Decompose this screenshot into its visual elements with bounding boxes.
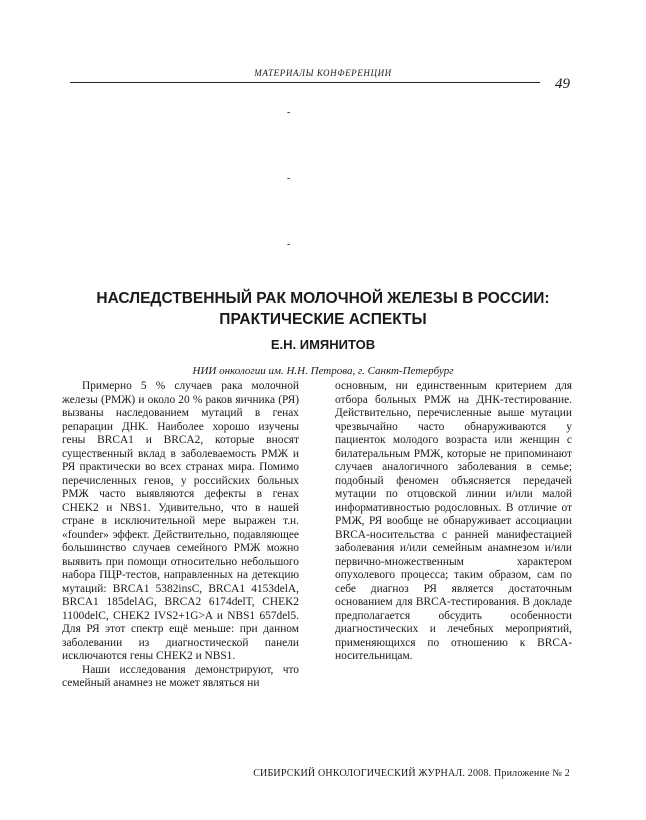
author: Е.Н. ИМЯНИТОВ [270, 337, 376, 352]
page-number: 49 [555, 76, 570, 92]
paragraph: Наши исследования демонстрируют, что семейный анамнез не может являться ни [62, 663, 299, 689]
title-line-2: ПРАКТИЧЕСКИЕ АСПЕКТЫ [219, 311, 427, 328]
dash-mark-3: - [287, 239, 291, 250]
title-line-1: НАСЛЕДСТВЕННЫЙ РАК МОЛОЧНОЙ ЖЕЛЕЗЫ В РОССИИ: [96, 290, 550, 307]
article-title [40, 288, 606, 330]
paragraph: основным, ни единственным критерием для отбора больных РМЖ на ДНК-тестирование. Действительно, перечисленные выше мутации чрезвычайно часто обнаруживаются у пациенток молодого возраста или женщин с билатеральным РМЖ, которые не припоминают случаев аналогичного заболевания в семье; подобный феномен объясняется передачей мутации по отцовской линии и/или малой информативностью родословных. В отличие от РМЖ, РЯ вообще не обнаруживает ассоциации BRCA-носительства с ранней манифестацией заболевания и/или семейным анамнезом и/или первично-множественным характером опухолевого процесса; таким образом, сам по себе диагноз РЯ является достаточным основанием для BRCA-тестирования. В докладе предполагается обсудить особенности диагностических и лечебных мероприятий, применяющихся по отношению к BRCA-носительницам. [335, 380, 572, 662]
left-column [62, 380, 299, 691]
dash-mark-2: - [287, 173, 291, 184]
journal-footer: СИБИРСКИЙ ОНКОЛОГИЧЕСКИЙ ЖУРНАЛ. 2008. Приложение № 2 [253, 768, 570, 779]
right-column [335, 380, 572, 664]
header-rule [70, 82, 540, 83]
paragraph: Примерно 5 % случаев рака молочной железы (РМЖ) и около 20 % раков яичника (РЯ) вызваны наследованием мутаций в генах репарации ДНК. Наиболее хорошо изучены гены BRCA1 и BRCA2, которые вносят существенный вклад в заболеваемость РМЖ и РЯ практически во всех странах мира. Помимо перечисленных генов, у российских больных РМЖ часто выявляются дефекты в генах CHEK2 и NBS1. Удивительно, что в нашей стране в исключительной мере выражен т.н. «founder» эффект. Действительно, подавляющее большинство случаев семейного РМЖ можно выявить при помощи относительно небольшого набора ПЦР-тестов, направленных на детекцию мутаций: BRCA1 5382insC, BRCA1 4153delA, BRCA1 185delAG, BRCA2 6174delT, CHEK2 1100delC, CHEK2 IVS2+1G>A и NBS1 657del5. Для РЯ этот спектр ещё меньше: при данном заболевании из диагностической панели исключаются гены CHEK2 и NBS1. [62, 380, 299, 662]
running-head: МАТЕРИАЛЫ КОНФЕРЕНЦИИ [254, 68, 392, 78]
affiliation: НИИ онкологии им. Н.Н. Петрова, г. Санкт-Петербург [192, 365, 454, 377]
dash-mark-1: - [287, 107, 291, 118]
